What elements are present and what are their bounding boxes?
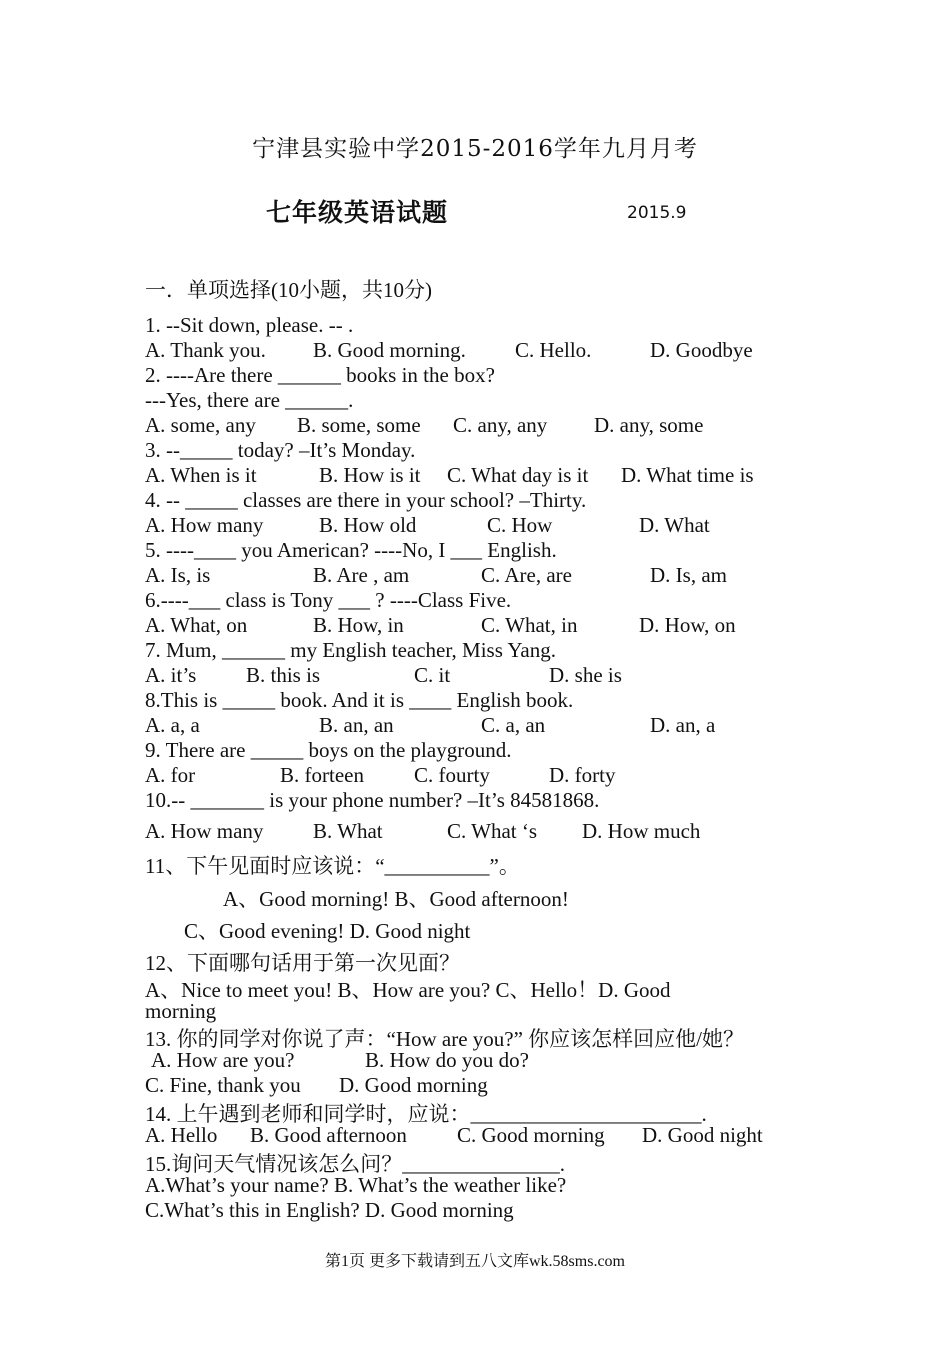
question-11-options-ab: A、Good morning! B、Good afternoon! xyxy=(223,887,569,911)
option-a: A. What, on xyxy=(145,613,248,637)
option-b: B. Good afternoon xyxy=(250,1123,407,1147)
option-c: C. fourty xyxy=(414,763,490,787)
option-a: A. When is it xyxy=(145,463,257,487)
option-a: A. How many xyxy=(145,819,264,843)
option-d: D. Good night xyxy=(642,1123,763,1147)
option-a: A. for xyxy=(145,763,196,787)
option-c: C. a, an xyxy=(481,713,546,737)
option-d: D. she is xyxy=(549,663,622,687)
option-d: D. Is, am xyxy=(650,563,727,587)
option-c: C. What, in xyxy=(481,613,578,637)
option-c: C. How xyxy=(487,513,553,537)
option-a: A. some, any xyxy=(145,413,256,437)
question-6: 6.----___ class is Tony ___ ? ----Class Five. xyxy=(145,588,512,612)
option-c: C. Good morning xyxy=(457,1123,605,1147)
exam-title: 七年级英语试题 xyxy=(266,198,449,227)
option-b: B. How is it xyxy=(319,463,421,487)
option-b: B. Good morning. xyxy=(313,338,466,362)
question-2: 2. ----Are there ______ books in the box? xyxy=(145,363,495,387)
option-a: A. How many xyxy=(145,513,264,537)
page-footer: 第1页 更多下载请到五八文库wk.58sms.com xyxy=(324,1253,625,1270)
option-c: C. Hello. xyxy=(515,338,592,362)
question-7: 7. Mum, ______ my English teacher, Miss Yang. xyxy=(145,638,556,662)
question-8: 8.This is _____ book. And it is ____ English book. xyxy=(145,688,574,712)
question-15-options-ab: A.What’s your name? B. What’s the weather like? xyxy=(145,1173,567,1197)
option-b: B. Are , am xyxy=(313,563,410,587)
option-a: A. Thank you. xyxy=(145,338,266,362)
question-3: 3. --_____ today? –It’s Monday. xyxy=(145,438,416,462)
option-b: B. some, some xyxy=(297,413,421,437)
question-12: 12、下面哪句话用于第一次见面？ xyxy=(145,951,460,975)
question-13: 13. 你的同学对你说了声：“How are you?” 你应该怎样回应他/她？ xyxy=(145,1027,745,1051)
option-a: A. Hello xyxy=(145,1123,218,1147)
option-c: C. Are, are xyxy=(481,563,572,587)
option-d: D. Goodbye xyxy=(650,338,753,362)
question-4: 4. -- _____ classes are there in your school? –Thirty. xyxy=(145,488,587,512)
option-d: D. What time is xyxy=(621,463,754,487)
question-5: 5. ----____ you American? ----No, I ___ English. xyxy=(145,538,557,562)
question-11: 11、下午见面时应该说：“__________”。 xyxy=(145,854,520,878)
school-title: 宁津县实验中学2015-2016学年九月月考 xyxy=(252,136,698,162)
option-a: A. How are you? xyxy=(151,1048,295,1072)
option-d: D. How much xyxy=(582,819,701,843)
option-d: D. How, on xyxy=(639,613,736,637)
question-10: 10.-- _______ is your phone number? –It’s 84581868. xyxy=(145,788,600,812)
option-d: D. an, a xyxy=(650,713,716,737)
option-b: B. an, an xyxy=(319,713,394,737)
option-d: D. forty xyxy=(549,763,616,787)
question-15: 15.询问天气情况该怎么问？_______________. xyxy=(145,1152,565,1176)
section-heading: 一．单项选择(10小题，共10分) xyxy=(145,278,432,302)
question-11-options-cd: C、Good evening! D. Good night xyxy=(184,919,471,943)
question-12-options-cont: morning xyxy=(145,999,217,1023)
option-c: C. it xyxy=(414,663,451,687)
option-a: A. Is, is xyxy=(145,563,211,587)
option-c: C. What ‘s xyxy=(447,819,538,843)
option-c: C. Fine, thank you xyxy=(145,1073,301,1097)
exam-date: 2015.9 xyxy=(627,203,687,223)
question-15-options-cd: C.What’s this in English? D. Good morning xyxy=(145,1198,514,1222)
option-b: B. How do you do? xyxy=(365,1048,529,1072)
question-1: 1. --Sit down, please. -- . xyxy=(145,313,354,337)
question-2-answer: ---Yes, there are ______. xyxy=(145,388,354,412)
option-c: C. any, any xyxy=(453,413,548,437)
option-b: B. this is xyxy=(246,663,321,687)
option-b: B. How, in xyxy=(313,613,404,637)
option-d: D. Good morning xyxy=(339,1073,488,1097)
question-9: 9. There are _____ boys on the playground. xyxy=(145,738,512,762)
option-b: B. What xyxy=(313,819,383,843)
option-a: A. it’s xyxy=(145,663,197,687)
question-14: 14. 上午遇到老师和同学时，应说：______________________. xyxy=(145,1102,707,1126)
option-b: B. How old xyxy=(319,513,417,537)
option-c: C. What day is it xyxy=(447,463,589,487)
option-b: B. forteen xyxy=(280,763,364,787)
question-12-options: A、Nice to meet you! B、How are you? C、Hello！D. Good xyxy=(145,978,671,1002)
option-d: D. any, some xyxy=(594,413,704,437)
option-a: A. a, a xyxy=(145,713,200,737)
option-d: D. What xyxy=(639,513,710,537)
